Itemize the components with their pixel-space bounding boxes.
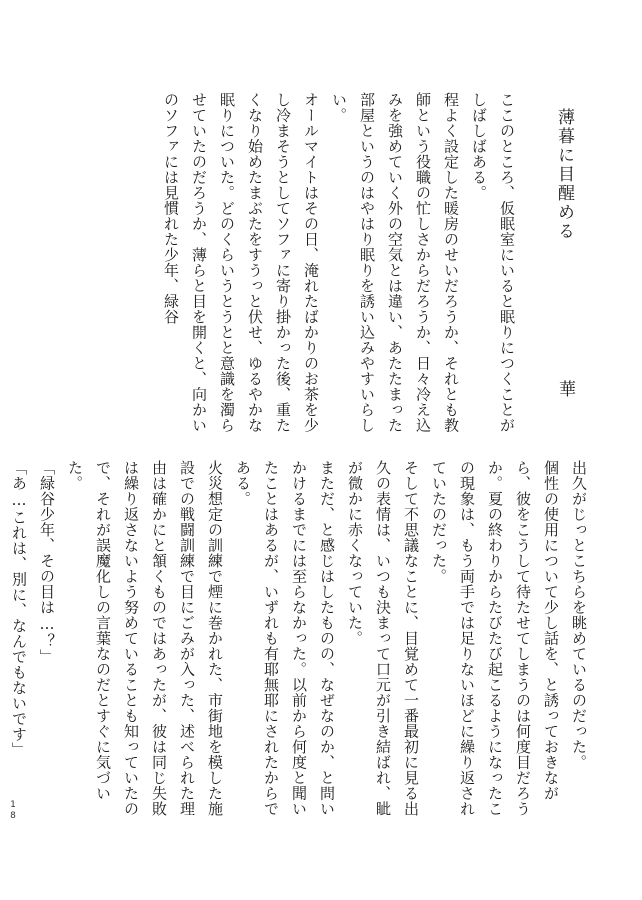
lower-text-block: 出久がじっとこちらを眺めているのだった。 個性の使用について少し話を、と誘っておきながら、彼をこうして待たせてしまうのは何度目だろうか。夏の終わりからたびたび起こるようになったこの現象は、もう両手では足りないほどに繰り返されていたのだった。 そして不思議なことに、目覚めて一番最初に見る出久の表情は、いつも決まって口元が引き結ばれ、眦が微かに赤くなっていた。 まただ、と感じはしたものの、なぜなのか、と問いかけるまでには至らなかった。以前から何度と聞いたことはあるが、いずれも有耶無耶にされたからである。 火災想定の訓練で煙に巻かれた、市街地を模した施設での戦闘訓練で目にごみが入った、述べられた理由は確かにと頷くものではあったが、彼は同じ失敗は繰り返さないよう努めていることも知っていたので、それが誤魔化しの言葉なのだとすぐに気づいた。 「緑谷少年、その目は…？」 「あ…これは、別に、なんでもないです」 bbox=[10, 460, 588, 817]
story-title: 薄暮に目醒める bbox=[554, 108, 574, 241]
upper-text-block: ここのところ、仮眠室にいると眠りにつくことがしばしばある。 程よく設定した暖房のせいだろうか、それとも教師という役職の忙しさからだろうか、日々冷え込みを強めていく外の空気とは違い、あたたまった部屋というのはやはり眠りを誘い込みやすいらしい。 オールマイトはその日、淹れたばかりのお茶を少し冷まそうとしてソファに寄り掛かった後、重たくなり始めたまぶたをすうっと伏せ、ゆるやかな眠りについた。どのくらいうとうとと意識を濁らせていたのだろうか、薄らと目を開くと、向かいのソファには見慣れた少年、緑谷 bbox=[162, 92, 516, 433]
author-name: 華 bbox=[555, 380, 575, 397]
page-number: 18 bbox=[8, 800, 18, 822]
